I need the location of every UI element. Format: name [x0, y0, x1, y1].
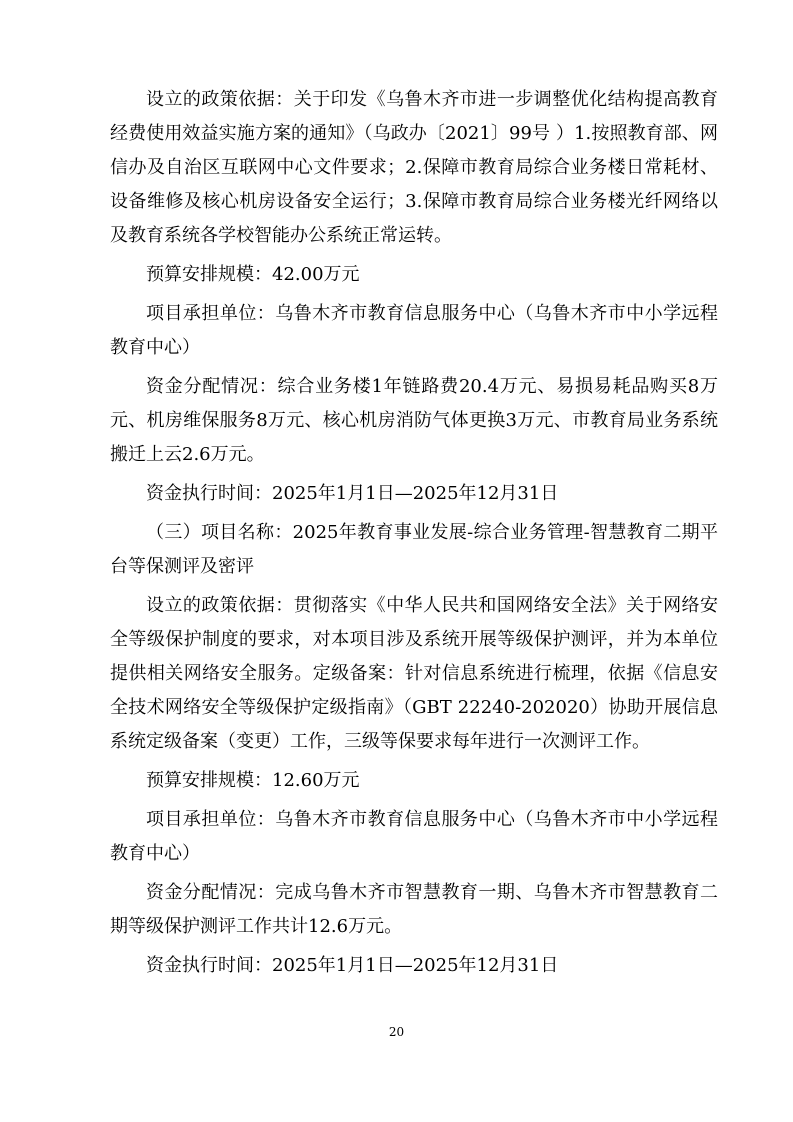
- paragraph-fund-allocation-2: 资金分配情况：完成乌鲁木齐市智慧教育一期、乌鲁木齐市智慧教育二期等级保护测评工作共计12.6万元。: [110, 882, 718, 937]
- page-number: 20: [388, 1025, 405, 1039]
- paragraph-responsible-unit-2: 项目承担单位：乌鲁木齐市教育信息服务中心（乌鲁木齐市中小学远程教育中心）: [110, 809, 718, 864]
- paragraph-budget-1: 预算安排规模：42.00万元: [146, 264, 360, 285]
- paragraph-budget-2: 预算安排规模：12.60万元: [146, 770, 360, 791]
- paragraph-execution-time-1: 资金执行时间：2025年1月1日—2025年12月31日: [146, 483, 559, 504]
- paragraph-project-name-3: （三）项目名称：2025年教育事业发展-综合业务管理-智慧教育二期平台等保测评及密评: [110, 522, 718, 577]
- paragraph-responsible-unit-1: 项目承担单位：乌鲁木齐市教育信息服务中心（乌鲁木齐市中小学远程教育中心）: [110, 303, 718, 358]
- paragraph-policy-basis-2: 设立的政策依据：贯彻落实《中华人民共和国网络安全法》关于网络安全等级保护制度的要求，对本项目涉及系统开展等级保护测评，并为本单位提供相关网络安全服务。定级备案：针对信息系统进行梳理，依据《信息安全技术网络安全等级保护定级指南》（GBT 22240-202020）协助开展信息系统定级备案（变更）工作，三级等保要求每年进行一次测评工作。: [110, 595, 718, 752]
- page-body: [110, 83, 718, 988]
- paragraph-fund-allocation-1: 资金分配情况：综合业务楼1年链路费20.4万元、易损易耗品购买8万元、机房维保服务8万元、核心机房消防气体更换3万元、市教育局业务系统搬迁上云2.6万元。: [110, 376, 718, 465]
- paragraph-execution-time-2: 资金执行时间：2025年1月1日—2025年12月31日: [146, 955, 559, 976]
- paragraph-policy-basis-1: 设立的政策依据：关于印发《乌鲁木齐市进一步调整优化结构提高教育经费使用效益实施方案的通知》（乌政办〔2021〕99号 ）1.按照教育部、网信办及自治区互联网中心文件要求；2.保障市教育局综合业务楼日常耗材、设备维修及核心机房设备安全运行；3.保障市教育局综合业务楼光纤网络以及教育系统各学校智能办公系统正常运转。: [110, 89, 718, 246]
